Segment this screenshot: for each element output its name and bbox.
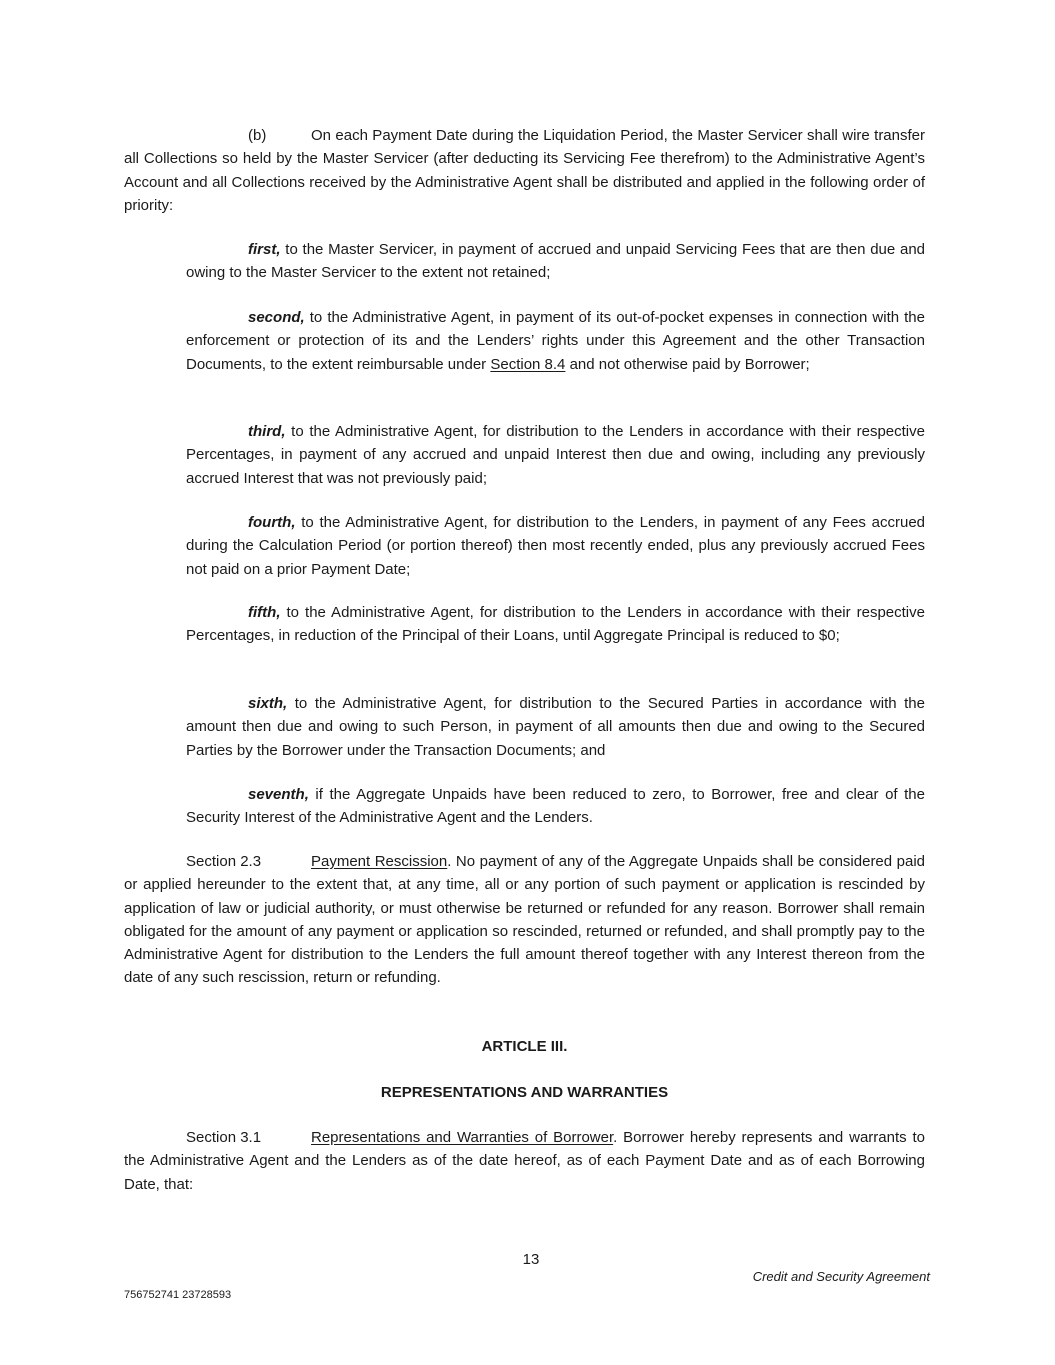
priority-text: if the Aggregate Unpaids have been reduced to zero, to Borrower, free and clear of the Security Interest of the Administrative Agent and the Lenders. [186,786,925,827]
priority-ordinal: seventh, [248,786,309,803]
section-title: Representations and Warranties of Borrower [311,1129,614,1146]
page-number: 13 [522,1251,540,1268]
footer-document-id: 756752741 23728593 [124,1289,232,1301]
priority-text: to the Administrative Agent, for distribution to the Secured Parties in accordance with the amount then due and owing to such Person, in payment of all amounts then due and owing to the Secured Parties by the Borrower under the Transaction Documents; and [186,695,925,759]
section-reference: Section 8.4 [490,355,566,373]
priority-ordinal: third, [248,423,286,440]
priority-ordinal: fifth, [248,604,281,621]
section-3-1-paragraph [124,1126,925,1196]
priority-item-fourth [186,511,925,581]
clause-label: (b) [248,127,267,144]
priority-item-sixth [186,692,925,762]
section-2-3-paragraph [124,850,925,990]
section-text: . No payment of any of the Aggregate Unpaids shall be considered paid or applied hereunder to the extent that, at any time, all or any portion of such payment or application is rescinded by application of law or judicial authority, or must otherwise be returned or refunded for any reason. Borrower shall remain obligated for the amount of any payment or application so rescinded, returned or refunded, and shall promptly pay to the Administrative Agent for distribution to the Lenders the full amount thereof together with any Interest thereon from the date of any such rescission, return or refunding. [124,853,925,987]
footer-document-title: Credit and Security Agreement [752,1269,930,1284]
priority-text: to the Administrative Agent, for distribution to the Lenders in accordance with their respective Percentages, in payment of any accrued and unpaid Interest then due and owing, including any previously accrued Interest that was not previously paid; [186,423,925,487]
priority-ordinal: second, [248,309,305,326]
priority-text-after: and not otherwise paid by Borrower; [569,355,810,373]
liquidation-clause-paragraph [124,124,925,217]
priority-text: to the Administrative Agent, in payment of its out-of-pocket expenses in connection with the enforcement or protection of its and the Lenders’ rights under this Agreement and the other Transaction Documents, to the extent reimbursable under [186,309,925,373]
priority-ordinal: first, [248,241,281,258]
article-title: REPRESENTATIONS AND WARRANTIES [380,1084,669,1101]
priority-text: to the Master Servicer, in payment of accrued and unpaid Servicing Fees that are then due and owing to the Master Servicer to the extent not retained; [186,241,926,282]
section-text: . Borrower hereby represents and warrants to the Administrative Agent and the Lenders as of the date hereof, as of each Payment Date and as of each Borrowing Date, that: [124,1129,925,1193]
priority-ordinal: fourth, [248,514,296,531]
article-heading: ARTICLE III. [481,1038,568,1055]
section-title: Payment Rescission [311,853,448,870]
section-number: Section 2.3 [186,853,262,870]
priority-text: to the Administrative Agent, for distribution to the Lenders in accordance with their respective Percentages, in reduction of the Principal of their Loans, until Aggregate Principal is reduced to $0; [186,604,925,645]
priority-item-fifth [186,601,925,648]
priority-item-second [186,306,925,376]
priority-text: to the Administrative Agent, for distribution to the Lenders, in payment of any Fees accrued during the Calculation Period (or portion thereof) then most recently ended, plus any previously accrued Fees not paid on a prior Payment Date; [186,514,925,578]
section-number: Section 3.1 [186,1129,262,1146]
priority-ordinal: sixth, [248,695,288,712]
clause-text: On each Payment Date during the Liquidation Period, the Master Servicer shall wire transfer all Collections so held by the Master Servicer (after deducting its Servicing Fee therefrom) to the Administrative Agent’s Account and all Collections received by the Administrative Agent shall be distributed and applied in the following order of priority: [124,127,925,214]
priority-item-first [186,238,925,285]
priority-item-seventh [186,783,925,830]
priority-item-third [186,420,925,490]
